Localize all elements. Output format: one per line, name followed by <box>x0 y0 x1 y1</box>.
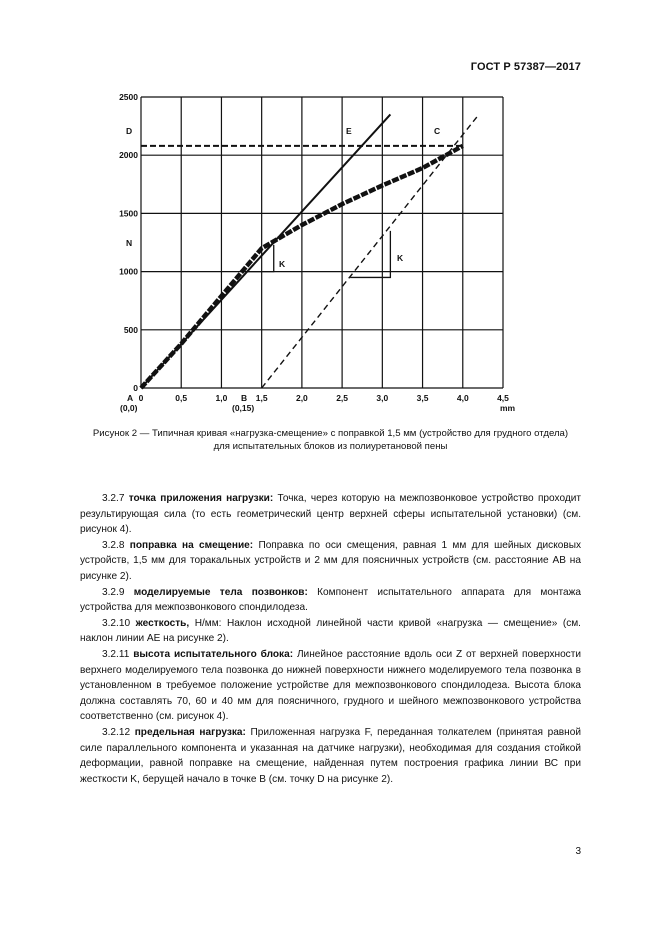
definition-3-2-11 <box>80 647 581 725</box>
caption-line-2: для испытательных блоков из полиуретановой пены <box>213 440 448 452</box>
x-axis-unit: mm <box>500 403 516 413</box>
definition-3-2-7 <box>80 491 581 538</box>
x-tick-labels <box>139 393 510 403</box>
x-tick-label: 3,0 <box>376 393 389 403</box>
x-tick-label: 4,0 <box>456 393 469 403</box>
definition-text: Поправка по оси смещения, равная 1 мм для шейных дисковых устройств, 1,5 мм для торакальных устройств и 2 мм для поясничных устройств (см. расстояние АВ на рисунке 2). <box>80 539 582 582</box>
x-tick-label: 2,0 <box>295 393 308 403</box>
y-tick-label: 1000 <box>119 266 138 277</box>
point-b-coords: (0,15) <box>232 403 255 413</box>
x-tick-label: 1,0 <box>215 393 228 403</box>
x-tick-label: 0,5 <box>175 393 188 403</box>
point-label-d: D <box>126 126 133 136</box>
y-tick-label: 0 <box>133 383 138 393</box>
caption-line-1: Рисунок 2 — Типичная кривая «нагрузка-смещение» с поправкой 1,5 мм (устройство для грудного отдела) <box>92 428 569 439</box>
x-tick-label: 2,5 <box>336 393 349 403</box>
definition-number: 3.2.10 <box>102 617 131 629</box>
point-label-k1: K <box>279 259 286 269</box>
definition-number: 3.2.9 <box>102 586 125 598</box>
point-label-k2: K <box>397 253 404 263</box>
definition-term: высота испытательного блока: <box>133 648 294 660</box>
chart-grid <box>141 97 503 388</box>
definition-number: 3.2.7 <box>102 493 125 504</box>
x-tick-label: 4,5 <box>497 393 509 403</box>
x-tick-label: 3,5 <box>416 393 429 403</box>
y-tick-label: 500 <box>123 324 138 335</box>
y-tick-label: 1500 <box>119 208 138 219</box>
slope-marker-k2 <box>350 231 390 278</box>
y-tick-label: 2000 <box>119 150 138 161</box>
definition-number: 3.2.8 <box>102 539 125 551</box>
figure-caption <box>60 428 601 453</box>
point-label-e: E <box>346 126 352 136</box>
y-axis-unit: N <box>126 238 133 248</box>
point-label-b: B <box>241 393 248 403</box>
definition-text: Н/мм: Наклон исходной линейной части кривой «нагрузка — смещение» (см. наклон линии АЕ на рисунке 2). <box>80 617 581 645</box>
definition-number: 3.2.11 <box>102 648 130 660</box>
standard-header: ГОСТ Р 57387—2017 <box>470 61 581 73</box>
x-tick-label: 0 <box>138 393 144 403</box>
definition-3-2-8 <box>80 538 581 585</box>
point-label-c: C <box>434 126 441 136</box>
definition-3-2-10 <box>80 616 581 647</box>
point-label-a: A <box>127 393 134 403</box>
definition-term: жесткость, <box>135 617 190 629</box>
point-a-coords: (0,0) <box>120 403 138 413</box>
definition-term: точка приложения нагрузки: <box>128 493 274 504</box>
definition-term: поправка на смещение: <box>129 539 254 551</box>
definition-3-2-12 <box>80 725 581 787</box>
definition-text: Точка, через которую на межпозвонковое устройство проходит результирующая сила (то есть геометрический центр верхней сферы испытательной установки) (см. рисунок 4). <box>80 493 581 536</box>
definitions-section <box>80 491 581 787</box>
definition-3-2-9 <box>80 585 581 616</box>
definition-text: Приложенная нагрузка F, переданная толкателем (принятая равной силе параллельного компонента и указанная на датчике нагрузки), необходимая для создания стойкой деформации, равной поправке на смещение, найденная путем построения графика линии ВС при жесткости K, берущей начало в точке В (см. точку D на рисунке 2). <box>80 726 582 785</box>
definition-term: предельная нагрузка: <box>134 726 246 738</box>
page-number: 3 <box>575 846 581 857</box>
definition-text: Компонент испытательного аппарата для монтажа устройства для межпозвонкового спондилодеза. <box>80 586 581 614</box>
definition-term: моделируемые тела позвонков: <box>133 586 308 598</box>
y-tick-label: 2500 <box>119 92 138 102</box>
load-displacement-chart <box>0 0 661 420</box>
definition-text: Линейное расстояние вдоль оси Z от верхней поверхности верхнего моделируемого тела позвонка до нижней поверхности нижнего моделируемого тела позвонка в установленном в требуемое положение устройстве для межпозвонкового спондилодеза. Высота блока должна составлять 70, 60 и 40 мм для поясничного, грудного и шейного межпозвонкового устройства соответственно (см. рисунок 4). <box>80 648 581 723</box>
x-tick-label: 1,5 <box>255 393 268 403</box>
definition-number: 3.2.12 <box>102 726 131 738</box>
